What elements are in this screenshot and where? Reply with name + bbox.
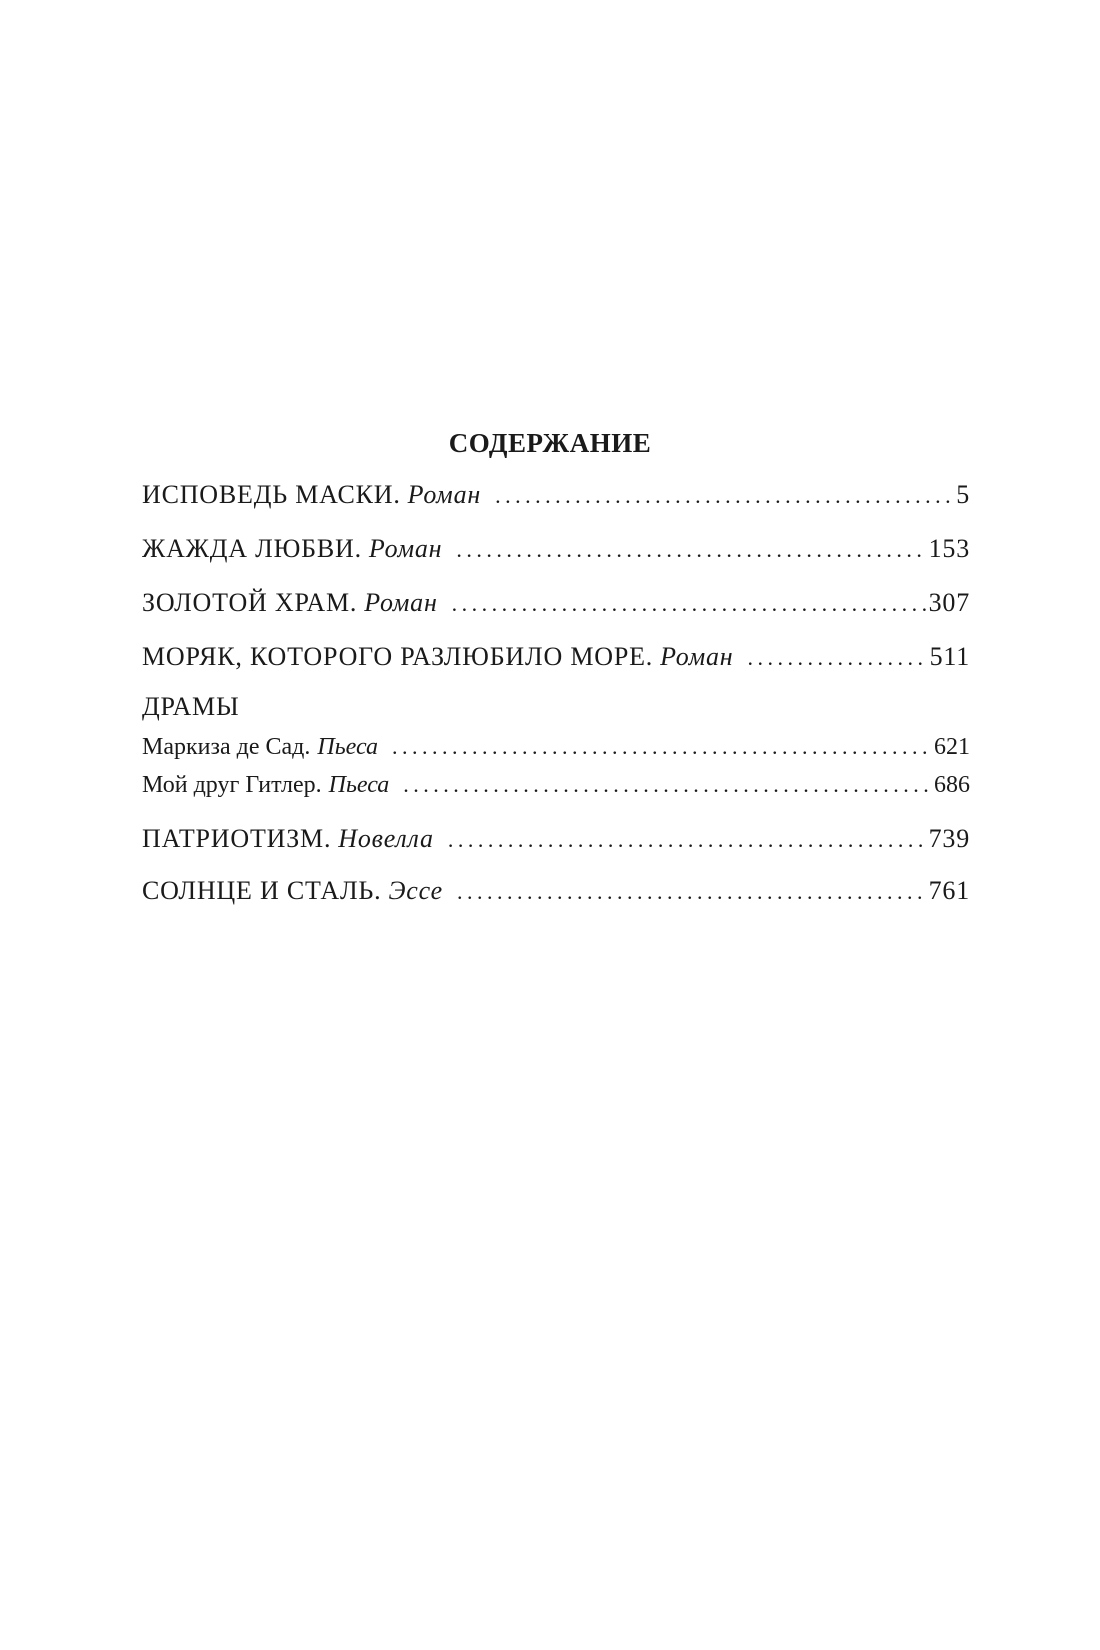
- toc-entry[interactable]: [142, 824, 970, 854]
- toc-subentry[interactable]: [142, 772, 970, 799]
- entry-genre: Роман: [660, 642, 734, 671]
- entry-title: МОРЯК, КОТОРОГО РАЗЛЮБИЛО МОРЕ.: [142, 642, 654, 671]
- entry-page-number: 511: [929, 642, 970, 671]
- page-title: СОДЕРЖАНИЕ: [448, 428, 652, 458]
- toc-subentry[interactable]: [142, 734, 970, 761]
- entry-genre: Роман: [364, 588, 438, 617]
- entry-title: Мой друг Гитлер.: [142, 772, 322, 798]
- entry-genre: Пьеса: [317, 734, 378, 760]
- dot-leader: [748, 645, 928, 671]
- section-heading-dramas: ДРАМЫ: [142, 692, 240, 721]
- entry-genre: Роман: [368, 534, 443, 563]
- entry-page-number: 739: [928, 824, 970, 853]
- entry-page-number: 153: [928, 534, 970, 563]
- dot-leader: [495, 483, 954, 509]
- dot-leader: [457, 879, 927, 905]
- dot-leader: [452, 591, 927, 617]
- entry-genre: Роман: [407, 480, 482, 509]
- toc-entry[interactable]: [142, 642, 970, 672]
- dot-leader: [392, 734, 932, 760]
- toc-entry[interactable]: [142, 480, 970, 510]
- entry-genre: Пьеса: [328, 772, 390, 798]
- dot-leader: [403, 772, 932, 798]
- entry-title: ЗОЛОТОЙ ХРАМ.: [142, 588, 358, 617]
- dot-leader: [456, 537, 926, 563]
- entry-page-number: 307: [928, 588, 970, 617]
- entry-page-number: 761: [928, 876, 970, 905]
- dot-leader: [448, 827, 927, 853]
- entry-title: Маркиза де Сад.: [142, 734, 311, 760]
- toc-entry[interactable]: [142, 534, 970, 564]
- entry-page-number: 621: [934, 734, 970, 760]
- entry-title: ИСПОВЕДЬ МАСКИ.: [142, 480, 401, 509]
- toc-entry[interactable]: [142, 876, 970, 906]
- entry-title: СОЛНЦЕ И СТАЛЬ.: [142, 876, 382, 905]
- entry-genre: Эссе: [388, 876, 443, 905]
- entry-page-number: 686: [934, 772, 970, 798]
- toc-entry[interactable]: [142, 588, 970, 618]
- entry-genre: Новелла: [338, 824, 434, 853]
- entry-title: ПАТРИОТИЗМ.: [142, 824, 332, 853]
- entry-page-number: 5: [956, 480, 970, 509]
- entry-title: ЖАЖДА ЛЮБВИ.: [142, 534, 362, 563]
